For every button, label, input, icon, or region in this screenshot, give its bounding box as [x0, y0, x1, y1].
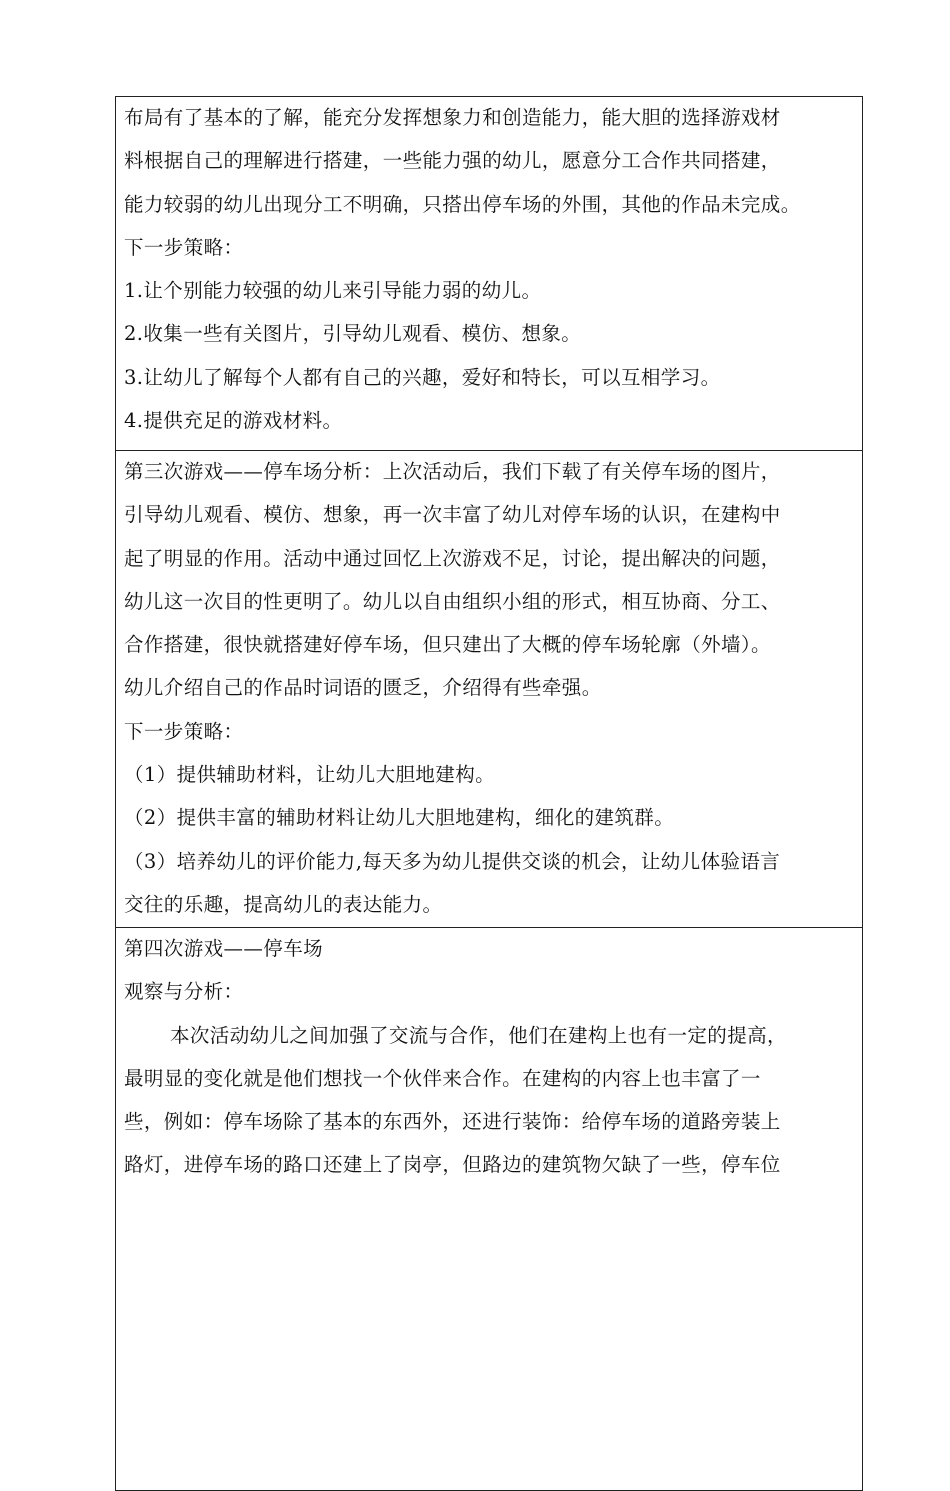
strategy-item: （2）提供丰富的辅助材料让幼儿大胆地建构，细化的建筑群。	[124, 806, 675, 830]
strategy-heading: 下一步策略：	[124, 235, 244, 259]
subsection-heading: 观察与分析：	[124, 980, 244, 1004]
paragraph-line: 第三次游戏——停车场分析：上次活动后，我们下载了有关停车场的图片，	[124, 460, 781, 483]
table-cell-third-game	[116, 451, 863, 928]
paragraph-line: 能力较弱的幼儿出现分工不明确，只搭出停车场的外围，其他的作品未完成。	[124, 192, 801, 216]
strategy-item: 1.让个别能力较强的幼儿来引导能力弱的幼儿。	[124, 279, 542, 303]
table-row	[116, 97, 863, 451]
paragraph-line: 合作搭建，很快就搭建好停车场，但只建出了大概的停车场轮廓（外墙）。	[124, 633, 771, 657]
strategy-item: （1）提供辅助材料，让幼儿大胆地建构。	[124, 763, 496, 787]
observation-table	[115, 96, 863, 1491]
table-row	[116, 928, 863, 1491]
paragraph-line: 些，例如：停车场除了基本的东西外，还进行装饰：给停车场的道路旁装上	[124, 1110, 781, 1134]
strategy-item: （3）培养幼儿的评价能力,每天多为幼儿提供交谈的机会，让幼儿体验语言	[124, 849, 781, 873]
strategy-item: 3.让幼儿了解每个人都有自己的兴趣，爱好和特长，可以互相学习。	[124, 365, 721, 389]
strategy-heading: 下一步策略：	[124, 719, 244, 743]
strategy-item-continuation: 交往的乐趣，提高幼儿的表达能力。	[124, 892, 443, 916]
table-row	[116, 451, 863, 928]
table-cell-fourth-game	[116, 928, 863, 1491]
paragraph-line: 引导幼儿观看、模仿、想象，再一次丰富了幼儿对停车场的认识，在建构中	[124, 503, 781, 527]
strategy-item: 4.提供充足的游戏材料。	[124, 409, 343, 433]
paragraph-line: 料根据自己的理解进行搭建，一些能力强的幼儿，愿意分工合作共同搭建，	[124, 149, 781, 173]
paragraph-line: 最明显的变化就是他们想找一个伙伴来合作。在建构的内容上也丰富了一	[124, 1066, 761, 1090]
paragraph-line: 幼儿这一次目的性更明了。幼儿以自由组织小组的形式，相互协商、分工、	[124, 589, 781, 613]
paragraph-line: 幼儿介绍自己的作品时词语的匮乏，介绍得有些牵强。	[124, 676, 602, 700]
paragraph-line: 路灯，进停车场的路口还建上了岗亭，但路边的建筑物欠缺了一些，停车位	[124, 1153, 781, 1177]
paragraph-line: 起了明显的作用。活动中通过回忆上次游戏不足，讨论，提出解决的问题，	[124, 546, 781, 570]
paragraph-line: 本次活动幼儿之间加强了交流与合作，他们在建构上也有一定的提高，	[170, 1023, 787, 1047]
table-cell-second-game	[116, 97, 863, 451]
section-title: 第四次游戏——停车场	[124, 937, 324, 960]
paragraph-line: 布局有了基本的了解，能充分发挥想象力和创造能力，能大胆的选择游戏材	[124, 106, 781, 129]
strategy-item: 2.收集一些有关图片，引导幼儿观看、模仿、想象。	[124, 322, 582, 346]
